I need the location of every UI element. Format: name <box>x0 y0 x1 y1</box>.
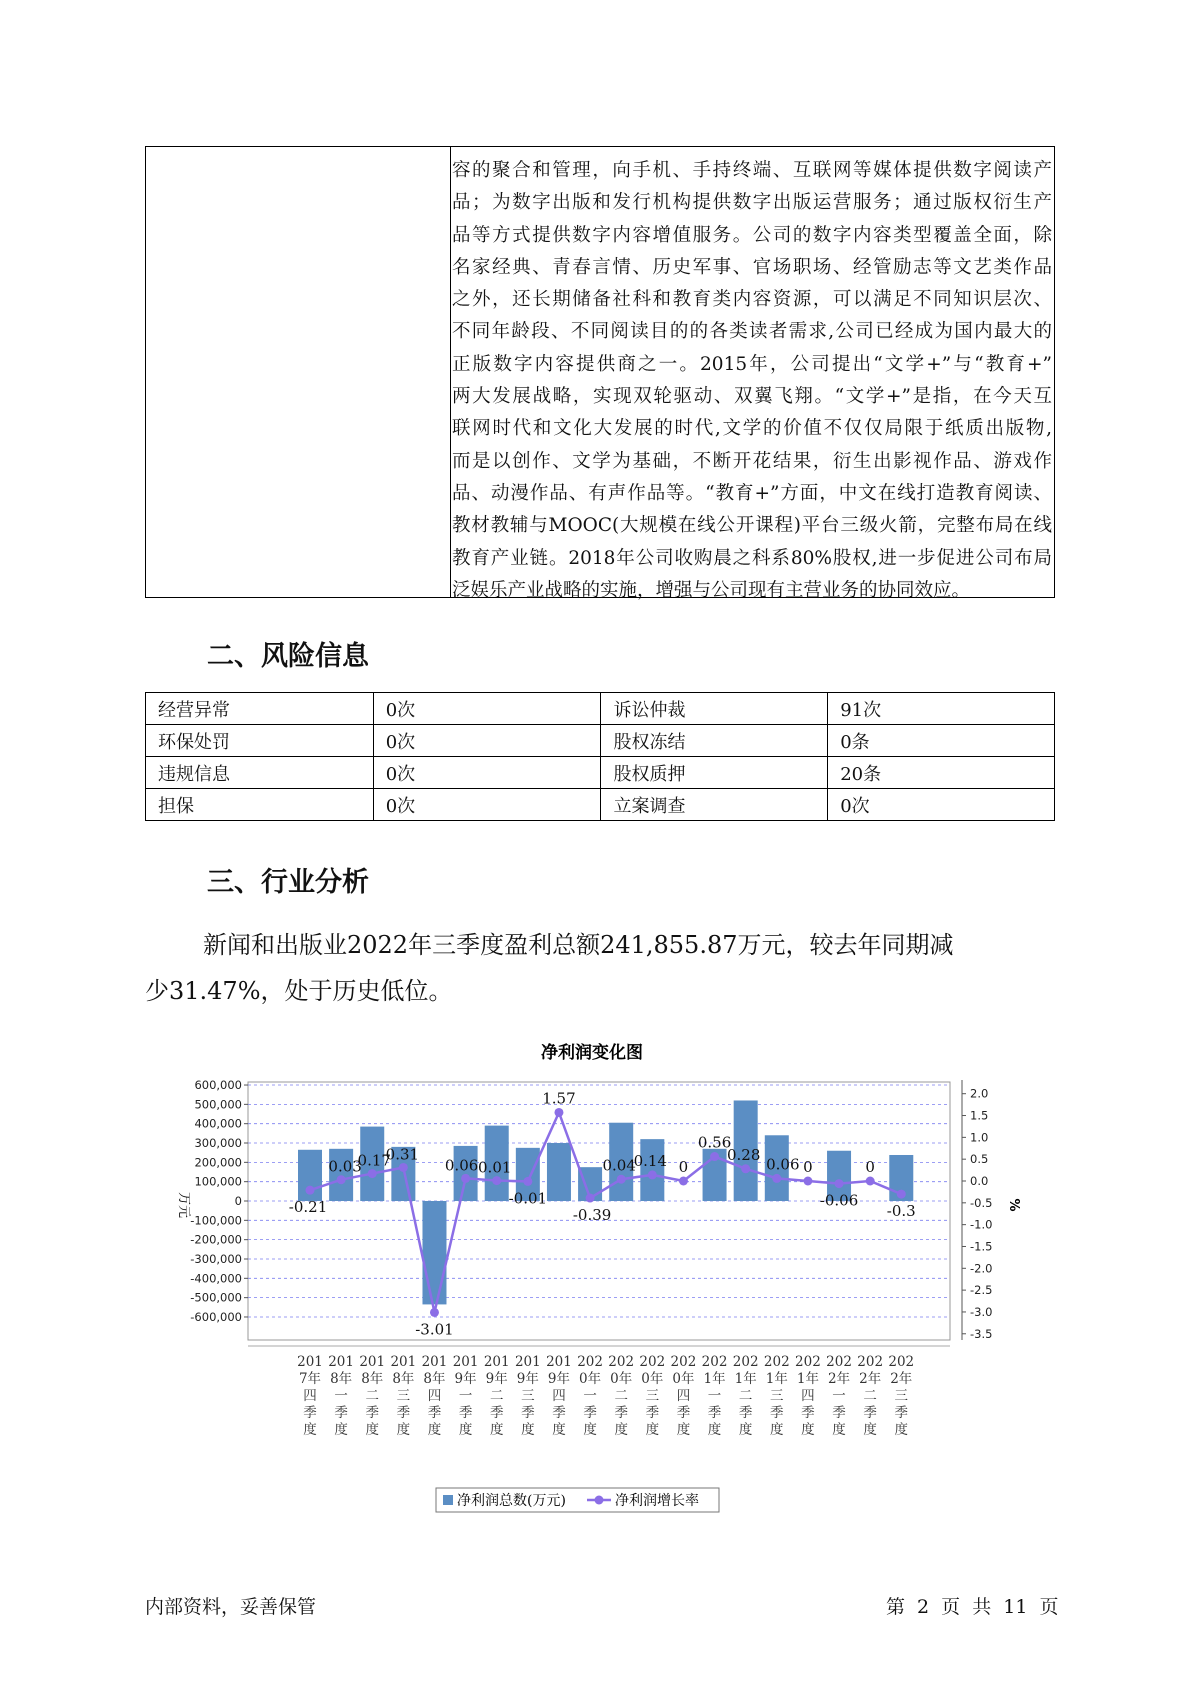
x-category-label: 季 <box>832 1405 846 1421</box>
x-category-label: 三 <box>645 1388 660 1404</box>
growth-label: -0.39 <box>572 1206 612 1225</box>
x-category-label: 201 <box>328 1354 355 1370</box>
x-category-label: 度 <box>801 1422 815 1438</box>
growth-label: 0.31 <box>385 1145 420 1164</box>
growth-label: 0 <box>803 1158 813 1176</box>
risk-value-cell: 0次 <box>373 757 601 789</box>
growth-label: 0 <box>865 1158 875 1176</box>
risk-row <box>146 693 1055 725</box>
x-category-label: 四 <box>303 1388 317 1404</box>
growth-point <box>617 1175 626 1184</box>
x-category-label: 二 <box>365 1388 379 1404</box>
x-category-label: 度 <box>770 1422 784 1438</box>
growth-point <box>368 1169 377 1178</box>
growth-point <box>586 1194 595 1203</box>
left-tick-label: -100,000 <box>190 1213 242 1228</box>
right-tick-label: -3.5 <box>970 1326 993 1341</box>
intro-line: 正版数字内容提供商之一。2015年，公司提出“文学+”与“教育+” <box>452 353 1052 375</box>
x-category-label: 季 <box>334 1405 348 1421</box>
intro-line: 品等方式提供数字内容增值服务。公司的数字内容类型覆盖全面，除 <box>452 224 1052 246</box>
x-category-label: 度 <box>458 1422 473 1438</box>
right-tick-label: 2.0 <box>970 1086 989 1101</box>
x-category-label: 202 <box>732 1354 759 1370</box>
x-category-label: 二 <box>614 1388 628 1404</box>
x-category-label: 季 <box>676 1405 691 1421</box>
risk-info-table <box>145 692 1055 821</box>
left-tick-label: 500,000 <box>194 1097 242 1112</box>
intro-line: 品、动漫作品、有声作品等。“教育+”方面，中文在线打造教育阅读、 <box>452 482 1052 504</box>
right-tick-label: -1.0 <box>970 1217 993 1232</box>
x-category-label: 8年 <box>361 1371 384 1387</box>
x-category-label: 季 <box>614 1405 628 1421</box>
x-category-label: 0年 <box>610 1371 633 1387</box>
legend-bar-label: 净利润总数(万元) <box>457 1493 566 1509</box>
x-category-label: 季 <box>396 1405 411 1421</box>
right-tick-label: 1.0 <box>970 1130 989 1145</box>
x-category-label: 201 <box>390 1354 417 1370</box>
x-category-label: 季 <box>303 1405 317 1421</box>
x-category-label: 四 <box>676 1388 691 1404</box>
x-category-label: 季 <box>770 1405 784 1421</box>
left-tick-label: 100,000 <box>194 1174 242 1189</box>
left-tick-label: 0 <box>234 1194 242 1208</box>
x-category-label: 二 <box>489 1388 504 1404</box>
x-category-label: 8年 <box>330 1371 353 1387</box>
x-category-label: 季 <box>458 1405 473 1421</box>
x-category-label: 度 <box>552 1422 566 1438</box>
growth-point <box>430 1308 439 1317</box>
growth-label: -0.01 <box>508 1189 548 1208</box>
x-category-label: 202 <box>826 1354 852 1370</box>
growth-label: 0.14 <box>633 1151 668 1170</box>
risk-row <box>146 789 1055 821</box>
x-category-label: 三 <box>521 1388 535 1404</box>
analysis-line-1: 新闻和出版业2022年三季度盈利总额241,855.87万元，较去年同期减 <box>203 931 954 959</box>
x-category-label: 201 <box>514 1354 541 1370</box>
x-category-label: 9年 <box>516 1371 539 1387</box>
x-category-label: 一 <box>583 1388 597 1404</box>
right-tick-label: -1.5 <box>970 1239 993 1254</box>
x-category-label: 度 <box>863 1422 877 1438</box>
footer-page-number: 第 2 页 共 11 页 <box>886 1596 1059 1618</box>
left-tick-label: 400,000 <box>194 1116 242 1131</box>
x-category-label: 201 <box>452 1354 479 1370</box>
risk-value-cell: 0次 <box>373 693 601 725</box>
x-category-label: 三 <box>894 1388 909 1404</box>
growth-point <box>554 1108 563 1117</box>
x-category-label: 度 <box>738 1422 753 1438</box>
risk-label-cell: 立案调查 <box>601 789 828 821</box>
x-category-label: 四 <box>552 1388 566 1404</box>
growth-label: -0.21 <box>288 1198 328 1217</box>
intro-line: 品；为数字出版和发行机构提供数字出版运营服务；通过版权衍生产 <box>452 192 1052 214</box>
risk-label-cell: 违规信息 <box>146 757 374 789</box>
x-category-label: 季 <box>738 1405 753 1421</box>
x-category-label: 度 <box>365 1422 379 1438</box>
left-axis-title: 万元 <box>176 1191 191 1219</box>
x-category-label: 1年 <box>703 1371 726 1387</box>
x-category-label: 0年 <box>641 1371 664 1387</box>
section-title-industry: 三、行业分析 <box>207 867 369 898</box>
x-category-label: 度 <box>894 1422 909 1438</box>
x-category-label: 度 <box>303 1422 317 1438</box>
footer-confidential: 内部资料，妥善保管 <box>145 1596 317 1618</box>
x-category-label: 201 <box>297 1354 323 1370</box>
legend-line-label: 净利润增长率 <box>615 1493 699 1509</box>
x-category-label: 季 <box>521 1405 535 1421</box>
x-category-label: 一 <box>707 1388 722 1404</box>
x-category-label: 度 <box>707 1422 722 1438</box>
x-category-label: 度 <box>427 1422 442 1438</box>
x-category-label: 9年 <box>547 1371 571 1387</box>
growth-label: 0.28 <box>726 1145 761 1164</box>
intro-line: 两大发展战略，实现双轮驱动、双翼飞翔。“文学+”是指，在今天互 <box>452 386 1052 408</box>
x-category-label: 度 <box>583 1422 597 1438</box>
growth-label: 0.56 <box>697 1133 732 1152</box>
growth-point <box>803 1177 812 1186</box>
x-category-label: 度 <box>489 1422 504 1438</box>
x-category-label: 度 <box>676 1422 691 1438</box>
x-category-label: 1年 <box>796 1371 819 1387</box>
intro-line: 而是以创作、文学为基础，不断开花结果，衍生出影视作品、游戏作 <box>452 450 1052 472</box>
growth-label: -3.01 <box>415 1320 454 1339</box>
left-tick-label: 300,000 <box>194 1136 242 1151</box>
x-category-label: 202 <box>608 1354 635 1370</box>
left-tick-label: -300,000 <box>190 1251 242 1266</box>
x-category-label: 201 <box>483 1354 510 1370</box>
growth-point <box>492 1176 501 1185</box>
chart-title: 净利润变化图 <box>541 1043 643 1063</box>
company-intro-table <box>145 146 1055 601</box>
legend-bar-swatch <box>443 1495 453 1505</box>
growth-point <box>461 1174 470 1183</box>
risk-value-cell: 0次 <box>828 789 1055 821</box>
growth-point <box>399 1163 408 1172</box>
right-tick-label: 0.5 <box>970 1152 989 1167</box>
growth-point <box>772 1174 781 1183</box>
bar <box>640 1139 664 1201</box>
x-category-label: 2年 <box>859 1371 882 1387</box>
x-category-label: 四 <box>427 1388 442 1404</box>
risk-label-cell: 诉讼仲裁 <box>601 693 828 725</box>
x-category-label: 季 <box>863 1405 877 1421</box>
x-category-label: 度 <box>334 1422 348 1438</box>
x-category-label: 202 <box>639 1354 666 1370</box>
x-category-label: 201 <box>421 1354 448 1370</box>
x-category-label: 季 <box>707 1405 722 1421</box>
risk-value-cell: 0次 <box>373 725 601 757</box>
x-category-label: 202 <box>857 1354 884 1370</box>
x-category-label: 度 <box>832 1422 846 1438</box>
x-category-label: 二 <box>738 1388 753 1404</box>
bar <box>547 1143 571 1201</box>
left-tick-label: -600,000 <box>190 1309 242 1324</box>
intro-label-cell <box>146 147 451 597</box>
x-category-label: 一 <box>458 1388 473 1404</box>
x-category-label: 季 <box>427 1405 442 1421</box>
right-axis-title: % <box>1006 1198 1021 1212</box>
intro-line: 容的聚合和管理，向手机、手持终端、互联网等媒体提供数字阅读产 <box>452 160 1052 181</box>
right-tick-label: -2.0 <box>970 1261 993 1276</box>
right-tick-label: -2.5 <box>970 1283 993 1298</box>
growth-label: -0.3 <box>886 1202 916 1221</box>
x-category-label: 8年 <box>423 1371 446 1387</box>
x-category-label: 季 <box>894 1405 909 1421</box>
growth-point <box>337 1175 346 1184</box>
x-category-label: 201 <box>546 1354 572 1370</box>
risk-row <box>146 757 1055 789</box>
x-category-label: 9年 <box>485 1371 508 1387</box>
right-tick-label: -3.0 <box>970 1304 993 1319</box>
risk-value-cell: 0次 <box>373 789 601 821</box>
left-tick-label: 200,000 <box>194 1155 242 1170</box>
growth-label: 0.17 <box>357 1151 391 1170</box>
x-category-label: 三 <box>396 1388 411 1404</box>
growth-point <box>710 1152 719 1161</box>
risk-label-cell: 环保处罚 <box>146 725 374 757</box>
x-category-label: 度 <box>521 1422 535 1438</box>
risk-label-cell: 股权质押 <box>601 757 828 789</box>
bar <box>422 1201 446 1304</box>
intro-line: 之外，还长期储备社科和教育类内容资源，可以满足不同知识层次、 <box>452 289 1052 311</box>
growth-point <box>306 1186 315 1195</box>
risk-value-cell: 20条 <box>828 757 1055 789</box>
x-category-label: 202 <box>795 1354 821 1370</box>
left-tick-label: -200,000 <box>190 1232 242 1247</box>
risk-label-cell: 经营异常 <box>146 693 374 725</box>
intro-line: 名家经典、青春言情、历史军事、官场职场、经管励志等文艺类作品 <box>452 256 1052 278</box>
section-title-risk: 二、风险信息 <box>207 641 369 672</box>
growth-label: 0 <box>678 1158 689 1176</box>
right-tick-label: 0.0 <box>970 1174 989 1188</box>
x-category-label: 202 <box>763 1354 790 1370</box>
x-category-label: 8年 <box>392 1371 415 1387</box>
growth-label: 0.04 <box>602 1156 636 1175</box>
x-category-label: 0年 <box>579 1371 602 1387</box>
growth-point <box>741 1164 750 1173</box>
x-category-label: 7年 <box>298 1371 322 1387</box>
x-category-label: 季 <box>801 1405 815 1421</box>
company-intro-paragraph <box>452 155 1052 607</box>
risk-value-cell: 91次 <box>828 693 1055 725</box>
right-tick-label: 1.5 <box>970 1108 989 1123</box>
x-category-label: 202 <box>670 1354 697 1370</box>
left-tick-label: -500,000 <box>190 1290 242 1305</box>
growth-point <box>648 1170 657 1179</box>
x-category-label: 二 <box>863 1388 877 1404</box>
growth-label: 0.06 <box>766 1155 800 1174</box>
right-tick-label: -0.5 <box>970 1195 993 1210</box>
x-category-label: 度 <box>645 1422 660 1438</box>
risk-row <box>146 725 1055 757</box>
growth-label: 0.06 <box>444 1156 479 1175</box>
x-category-label: 三 <box>770 1388 784 1404</box>
x-category-label: 度 <box>614 1422 628 1438</box>
left-tick-label: -400,000 <box>190 1271 242 1286</box>
growth-label: 0.01 <box>478 1158 512 1177</box>
growth-point <box>523 1177 532 1186</box>
growth-label: 1.57 <box>542 1089 576 1108</box>
x-category-label: 四 <box>801 1388 815 1404</box>
x-category-label: 季 <box>645 1405 660 1421</box>
growth-label: 0.03 <box>328 1157 362 1176</box>
x-category-label: 1年 <box>765 1371 788 1387</box>
intro-line: 教育产业链。2018年公司收购晨之科系80%股权,进一步促进公司布局 <box>452 547 1052 569</box>
growth-point <box>679 1177 688 1186</box>
growth-point <box>897 1190 906 1199</box>
x-category-label: 季 <box>489 1405 504 1421</box>
x-category-label: 2年 <box>890 1371 913 1387</box>
x-category-label: 201 <box>359 1354 386 1370</box>
intro-line: 教材教辅与MOOC(大规模在线公开课程)平台三级火箭，完整布局在线 <box>452 515 1052 537</box>
growth-point <box>835 1179 844 1188</box>
net-profit-chart <box>160 1030 1021 1520</box>
x-category-label: 度 <box>396 1422 411 1438</box>
x-category-label: 202 <box>701 1354 728 1370</box>
x-category-label: 202 <box>888 1354 915 1370</box>
growth-label: -0.06 <box>819 1191 859 1210</box>
x-category-label: 1年 <box>734 1371 757 1387</box>
x-category-label: 202 <box>577 1354 603 1370</box>
x-category-label: 季 <box>583 1405 597 1421</box>
x-category-label: 0年 <box>672 1371 695 1387</box>
x-category-label: 一 <box>832 1388 846 1404</box>
x-category-label: 一 <box>334 1388 348 1404</box>
risk-label-cell: 担保 <box>146 789 374 821</box>
x-category-label: 季 <box>552 1405 566 1421</box>
analysis-line-2: 少31.47%，处于历史低位。 <box>145 977 453 1005</box>
growth-point <box>866 1177 875 1186</box>
x-category-label: 季 <box>365 1405 379 1421</box>
intro-line: 联网时代和文化大发展的时代,文学的价值不仅仅局限于纸质出版物, <box>452 418 1052 440</box>
risk-label-cell: 股权冻结 <box>601 725 828 757</box>
legend-line-marker <box>595 1496 604 1505</box>
risk-value-cell: 0条 <box>828 725 1055 757</box>
intro-line: 泛娱乐产业战略的实施，增强与公司现有主营业务的协同效应。 <box>452 579 971 601</box>
left-tick-label: 600,000 <box>194 1078 242 1093</box>
intro-line: 不同年龄段、不同阅读目的的各类读者需求,公司已经成为国内最大的 <box>452 321 1052 343</box>
x-category-label: 2年 <box>827 1371 851 1387</box>
x-category-label: 9年 <box>454 1371 477 1387</box>
